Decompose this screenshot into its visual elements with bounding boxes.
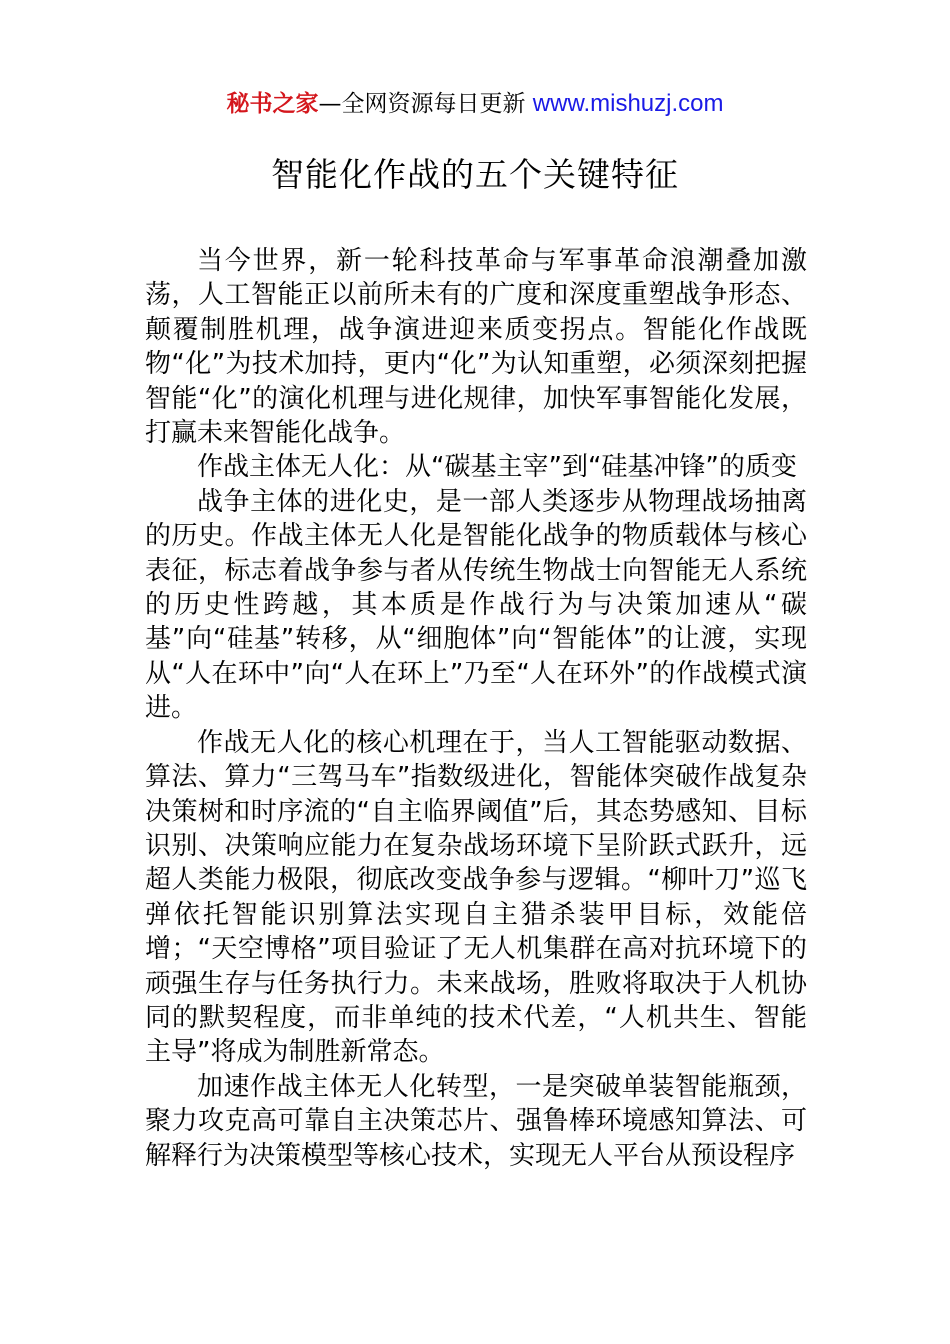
paragraph: 加速作战主体无人化转型，一是突破单装智能瓶颈，聚力攻克高可靠自主决策芯片、强鲁棒环境感知算法、可解释行为决策模型等核心技术，实现无人平台从预设程序 — [145, 1071, 807, 1171]
document-title: 智能化作战的五个关键特征 — [271, 155, 679, 194]
site-header — [0, 88, 950, 120]
paragraph: 战争主体的进化史，是一部人类逐步从物理战场抽离的历史。作战主体无人化是智能化战争的物质载体与核心表征，标志着战争参与者从传统生物战士向智能无人系统的历史性跨越，其本质是作战行为与决策加速从“碳基”向“硅基”转移，从“细胞体”向“智能体”的让渡，实现从“人在环中”向“人在环上”乃至“人在环外”的作战模式演进。 — [145, 486, 807, 724]
document-body — [145, 244, 807, 1173]
site-brand: 秘书之家 — [226, 91, 319, 117]
paragraph: 作战无人化的核心机理在于，当人工智能驱动数据、算法、算力“三驾马车”指数级进化，智能体突破作战复杂决策树和时序流的“自主临界阈值”后，其态势感知、目标识别、决策响应能力在复杂战场环境下呈阶跃式跃升，远超人类能力极限，彻底改变战争参与逻辑。“柳叶刀”巡飞弹依托智能识别算法实现自主猎杀装甲目标，效能倍增；“天空博格”项目验证了无人机集群在高对抗环境下的顽强生存与任务执行力。未来战场，胜败将取决于人机协同的默契程度，而非单纯的技术代差，“人机共生、智能主导”将成为制胜新常态。 — [145, 727, 807, 1068]
section-heading: 作战主体无人化：从“碳基主宰”到“硅基冲锋”的质变 — [197, 452, 797, 483]
site-tagline: —全网资源每日更新 — [318, 91, 526, 117]
paragraph-intro: 当今世界，新一轮科技革命与军事革命浪潮叠加激荡，人工智能正以前所未有的广度和深度重塑战争形态、颠覆制胜机理，战争演进迎来质变拐点。智能化作战既物“化”为技术加持，更内“化”为认知重塑，必须深刻把握智能“化”的演化机理与进化规律，加快军事智能化发展，打赢未来智能化战争。 — [145, 246, 807, 449]
site-url-link[interactable]: www.mishuzj.com — [532, 90, 724, 117]
